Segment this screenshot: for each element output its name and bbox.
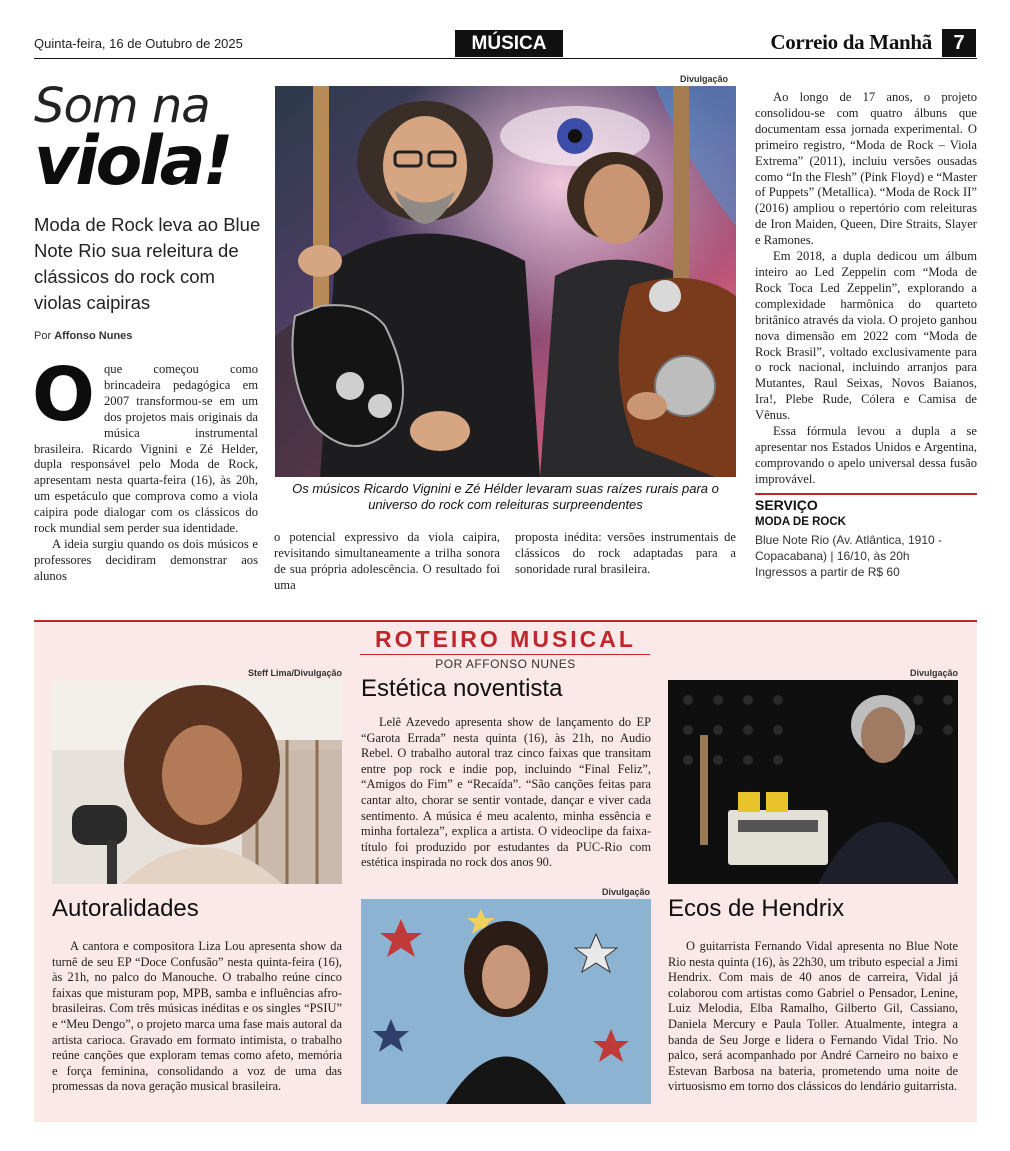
roteiro-title-rule	[360, 654, 650, 655]
roteiro-left-paragraph: A cantora e compositora Liza Lou apresenta show da turnê de seu EP “Doce Confusão” nesta quinta-feira (16), às 21h, no palco do Manouche. O trabalho reúne cinco faixas que misturam pop, MPB, samba e influências afro-brasileiras. Com três músicas inéditas e os singles “PSIU” e “Meu Dengo”, o projeto marca uma fase mais autoral da artista carioca. Gravado em formato intimista, o trabalho reúne canções que exploram temas como afeto, memória e força feminina, consolidando a voz de uma das promessas da nova geração musical brasileira.	[52, 939, 342, 1094]
header-rule	[34, 58, 977, 59]
roteiro-middle-text	[361, 715, 651, 871]
story-paragraph-1	[32, 352, 258, 537]
servico-details	[755, 532, 977, 580]
roteiro-left-headline: Autoralidades	[52, 895, 199, 922]
servico-price: Ingressos a partir de R$ 60	[755, 565, 900, 579]
byline-author: Affonso Nunes	[54, 330, 133, 342]
story-column-2	[274, 530, 500, 594]
guitarist-illustration	[668, 680, 958, 884]
story-column-1	[32, 352, 258, 585]
servico-venue: Blue Note Rio (Av. Atlântica, 1910 - Copacabana) | 16/10, às 20h	[755, 533, 942, 563]
musicians-photo	[275, 86, 736, 477]
byline	[34, 330, 132, 342]
photo-credit: Divulgação	[680, 74, 729, 84]
newspaper-name: Correio da Manhã	[770, 30, 932, 54]
story-column-2-text: o potencial expressivo da viola caipira, revisitando simultaneamente a trilha sonora de sua própria adolescência. O resultado foi uma	[274, 530, 500, 592]
roteiro-left-text	[52, 939, 342, 1095]
servico-heading: SERVIÇO	[755, 497, 818, 513]
issue-date: Quinta-feira, 16 de Outubro de 2025	[34, 36, 243, 51]
story-deck: Moda de Rock leva ao Blue Note Rio sua releitura de clássicos do rock com violas caipiras	[34, 214, 261, 313]
story-column-4-paragraph-2: Em 2018, a dupla dedicou um álbum inteiro ao Led Zeppelin com “Moda de Rock Toca Led Zeppelin”, explorando a complexidade harmônica do quarteto britânico através da viola. O projeto ganhou nova dimensão em 2022 com “Moda de Rock Brasil”, voltado exclusivamente para o rock nacional, incluindo arranjos para Mutantes, Raul Seixas, Novos Baianos, Ira!, Plebe Rude, Cólera e Camisa de Vênus.	[755, 249, 977, 423]
dropcap-spacer	[32, 352, 104, 438]
page-number: 7	[942, 29, 976, 57]
story-column-4	[755, 90, 977, 488]
roteiro-middle-headline: Estética noventista	[361, 675, 563, 702]
photo-caption: Os músicos Ricardo Vignini e Zé Hélder levaram suas raízes rurais para o universo do rock com releituras surpreendentes	[292, 481, 719, 512]
story-column-4-paragraph-3: Essa fórmula levou a dupla a se apresentar nos Estados Unidos e Argentina, comprovando o apelo universal dessa fusão improvável.	[755, 424, 977, 486]
roteiro-left-photo-credit: Steff Lima/Divulgação	[247, 668, 342, 678]
roteiro-middle-paragraph: Lelê Azevedo apresenta show de lançamento do EP “Garota Errada” nesta quinta (16), às 21h, no Audio Rebel. O trabalho autoral traz cinco faixas que transitam entre pop rock e indie pop, incluindo “Final Feliz”, “Amigos do Fim” e “Recaída”. “São canções feitas para cantar alto, chorar se sentir vontade, dançar e viver cada sentimento. A música é meu acalento, minha essência e minha fortaleza”, explica a artista. O videoclipe da faixa-título foi produzido por estudantes da PUC-Rio com estética inspirada no rock dos anos 90.	[361, 715, 651, 870]
servico-rule	[755, 493, 977, 495]
musicians-illustration	[275, 86, 736, 477]
roteiro-left-photo	[52, 680, 342, 884]
drop-cap: O	[32, 352, 95, 438]
headline-line-1: Som na	[34, 78, 210, 134]
byline-prefix: Por	[34, 330, 52, 342]
singer-illustration	[52, 680, 342, 884]
story-column-3-text: proposta inédita: versões instrumentais de clássicos do rock adaptadas para a sonoridade rural brasileira.	[515, 530, 736, 576]
roteiro-right-photo	[668, 680, 958, 884]
roteiro-right-headline: Ecos de Hendrix	[668, 895, 845, 922]
section-label: MÚSICA	[455, 30, 563, 57]
roteiro-byline: POR AFFONSO NUNES	[435, 657, 576, 671]
roteiro-title: ROTEIRO MUSICAL	[375, 626, 636, 652]
roteiro-middle-photo-credit: Divulgação	[601, 887, 650, 897]
story-paragraph-1-text: que começou como brincadeira pedagógica em 2007 transformou-se em um dos projetos mais originais da música instrumental brasileira. Ricardo Vignini e Zé Helder, dupla responsável pelo Moda de Rock, apresentam nesta quarta-feira (16), às 20h, um espetáculo que comprova como a viola caipira pode dialogar com os clássicos do rock mundial sem perder sua identidade.	[34, 362, 258, 536]
story-column-3	[515, 530, 736, 578]
roteiro-right-text	[668, 939, 958, 1095]
roteiro-right-photo-credit: Divulgação	[909, 668, 958, 678]
story-column-4-paragraph-1: Ao longo de 17 anos, o projeto consolidou-se com quatro álbuns que documentam essa jornada experimental. O primeiro registro, “Moda de Rock – Viola Extrema” (2011), incluiu versões ousadas como “In the Flesh” (Pink Floyd) e “Master of Puppets” (Metallica). “Moda de Rock II” (2016) ampliou o repertório com releituras de Iron Maiden, Queen, Dire Straits, Slayer e Ramones.	[755, 90, 977, 248]
headline-line-2: viola!	[34, 122, 231, 201]
story-paragraph-2: A ideia surgiu quando os dois músicos e professores decidiram demonstrar aos alunos	[34, 536, 258, 583]
roteiro-right-paragraph: O guitarrista Fernando Vidal apresenta no Blue Note Rio nesta quinta (16), às 22h30, um tributo especial a Jimi Hendrix. Com mais de 40 anos de carreira, Vidal já colaborou com artistas como Gabriel o Pensador, Lenine, Luiz Melodia, Elba Ramalho, Gilberto Gil, Cassiano, Daniela Mercury e Paula Toller. Atualmente, integra a banda de Seu Jorge e lidera o Fernando Vidal Trio. No palco, será acompanhado por André Carneiro no baixo e Estevan Barbosa na bateria, prometendo uma noite de virtuosismo em torno dos clássicos do lendário guitarrista.	[668, 939, 958, 1094]
servico-event: MODA DE ROCK	[755, 516, 846, 528]
roteiro-middle-photo	[361, 899, 651, 1104]
stars-illustration	[361, 899, 651, 1104]
